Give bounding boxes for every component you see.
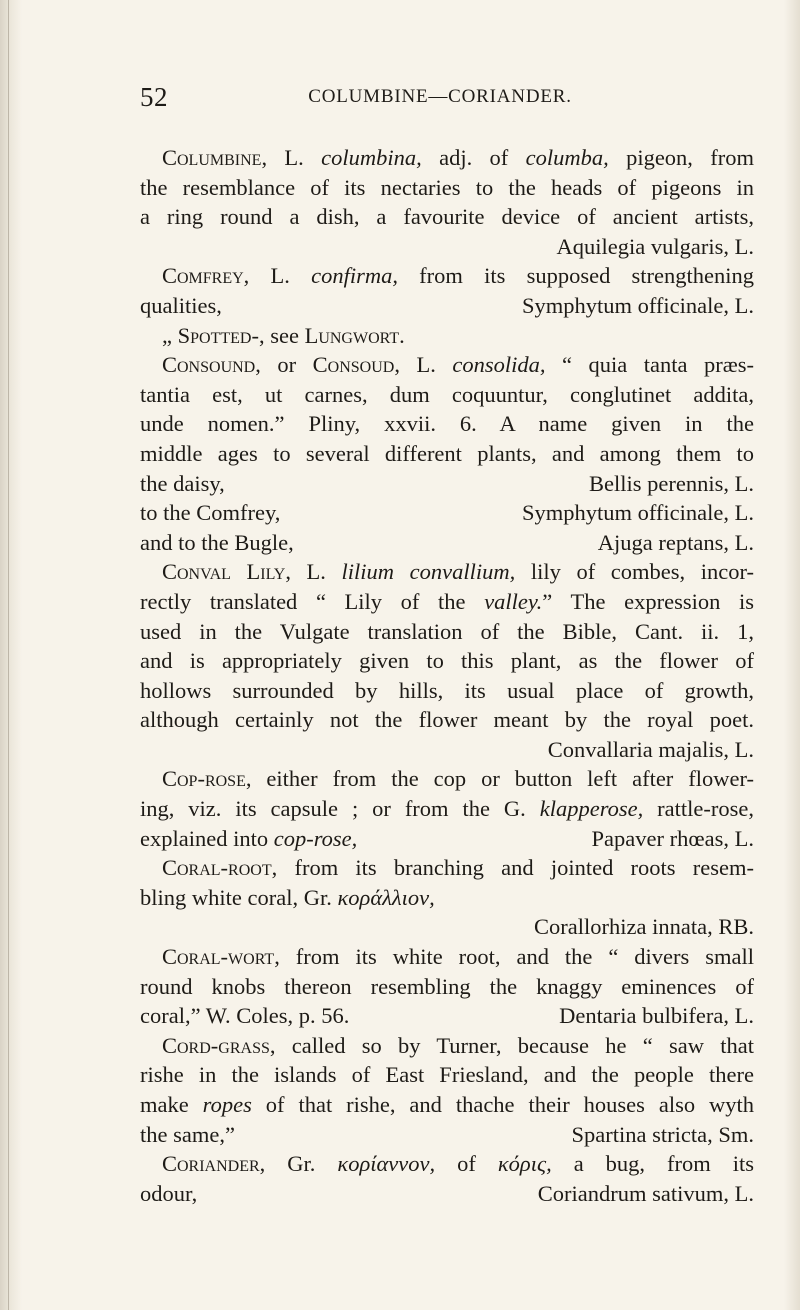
text-run: of [435,1151,498,1177]
text-run: hollows surrounded by hills, its usual place of growth, [140,677,754,703]
text-run [326,559,342,584]
text-run: and is appropriately given to this plant, as the flower of [140,648,754,674]
botanical-name [522,291,754,321]
text-run: a bug, from its [551,1151,755,1177]
italic-term: cop-rose, [273,825,358,851]
text-run: Coriandrum sativum, L. [537,1180,754,1206]
italic-term: consolida, [452,352,546,378]
text-line [140,143,754,173]
line-left [140,528,294,558]
text-run: rishe in the islands of East Friesland, and the people there [140,1062,754,1088]
text-line [140,764,754,794]
text-run: „ [162,322,178,348]
text-line [140,794,754,824]
line-left [140,498,280,528]
text-line [140,646,754,676]
text-run: explained into [140,825,274,851]
text-line [140,380,754,410]
text-line [140,498,754,528]
text-run: qualities, [140,292,222,318]
line-left [140,291,222,321]
text-line [140,705,754,735]
text-run: ing, viz. its capsule ; or from the G. [140,796,540,822]
text-run: the resemblance of its nectaries to the heads of pigeons in [140,174,754,200]
text-line [140,173,754,203]
text-run: called so by Turner, because he “ saw that [275,1032,754,1058]
text-run: round knobs thereon resembling the knaggy eminences of [140,973,754,999]
text-line [140,617,754,647]
text-run: coral,” W. Coles, p. 56. [140,1003,350,1029]
text-run: of that rishe, and thache their houses also wyth [251,1092,755,1117]
text-line [140,883,754,913]
italic-term: columbina, [321,145,422,170]
text-run: Symphytum officinale, L. [521,500,754,526]
text-line [140,587,754,617]
headword: Lungwort. [304,322,405,348]
text-line [140,202,754,232]
text-run: Corallorhiza innata, RB. [534,914,754,940]
text-run: Bellis perennis, L. [589,470,754,496]
line-left [140,469,225,499]
line-left [140,824,357,854]
headword: Consoud, L. [312,352,436,378]
text-run: although certainly not the flower meant by the royal poet. [140,707,754,733]
headword: Spotted-, [177,322,265,348]
headword: Consound, [162,352,261,378]
text-run: tantia est, ut carnes, dum coquuntur, conglutinet addita, [140,381,754,407]
botanical-name [538,1179,754,1209]
botanical-name [592,824,754,854]
italic-term: κοράλλιον, [337,884,435,910]
headword: Comfrey, L. [162,263,290,289]
text-run: middle ages to several different plants, and among them to [140,440,754,466]
text-run: either from the cop or button left after flower- [251,766,754,792]
text-run: adj. of [421,145,526,170]
botanical-name [559,1001,754,1031]
text-run: Gr. [265,1151,338,1177]
text-run: from its branching and jointed roots resem- [277,855,754,881]
page-header [140,82,700,112]
headword: Coral-root, [162,855,278,881]
text-line [140,1149,754,1179]
text-line [140,1120,754,1150]
book-gutter [0,0,22,1310]
line-left [140,1179,197,1209]
italic-term: κορίαννον, [337,1151,436,1177]
text-line [140,557,754,587]
text-line [140,1090,754,1120]
text-run: make [140,1092,203,1117]
text-line [140,409,754,439]
line-left [140,1120,235,1150]
text-run: Dentaria bulbifera, L. [559,1003,754,1029]
text-run: odour, [140,1180,198,1206]
italic-term: columba, [525,145,609,170]
botanical-name [572,1120,754,1150]
text-run: from its supposed strengthening [397,263,754,289]
botanical-name [522,498,754,528]
text-run: Papaver rhœas, L. [591,825,754,851]
text-run: Spartina stricta, Sm. [571,1121,754,1147]
headword: Conval Lily, L. [162,559,326,585]
headword: Coral-wort, [162,944,280,970]
headword: Cop-rose, [162,766,252,792]
text-run: or [260,352,313,378]
text-line [140,824,754,854]
text-run: Symphytum officinale, L. [521,292,754,318]
text-run [304,145,321,170]
text-line [140,735,754,765]
italic-term: klapperose, [539,796,644,822]
text-line [140,912,754,942]
text-run: rectly translated “ Lily of the [140,588,485,614]
botanical-name [598,528,754,558]
running-head: COLUMBINE—CORIANDER. [308,86,572,107]
text-line [140,942,754,972]
text-line [140,350,754,380]
text-run: the same,” [140,1121,235,1147]
text-run: and to the Bugle, [140,529,294,555]
text-run: unde nomen.” Pliny, xxvii. 6. A name given in the [140,411,754,437]
text-line [140,853,754,883]
text-line [140,972,754,1002]
italic-term: ropes [202,1092,252,1117]
botanical-name [589,469,754,499]
text-run: “ quia tanta præs- [545,352,754,378]
text-line [140,1179,754,1209]
italic-term: confirma, [311,263,398,289]
text-line [140,1001,754,1031]
text-run: the daisy, [140,470,225,496]
text-line [140,291,754,321]
text-line [140,261,754,291]
text-run: a ring round a dish, a favourite device of ancient artists, [140,204,754,230]
text-run: from its white root, and the “ divers small [279,944,754,970]
text-run: Ajuga reptans, L. [597,529,754,555]
text-run: ” The expression is [542,588,754,614]
text-run: rattle-rose, [643,796,754,822]
text-line [140,321,754,351]
text-run: used in the Vulgate translation of the Bible, Cant. ii. 1, [140,618,754,644]
text-run [290,263,311,288]
text-line [140,1031,754,1061]
text-line [140,528,754,558]
text-run: lily of combes, incor- [515,559,755,585]
page-number: 52 [140,82,168,112]
text-run [436,352,453,377]
headword: Cord-grass, [162,1032,276,1058]
line-left [140,1001,349,1031]
headword: Coriander, [162,1151,266,1177]
text-run: to the Comfrey, [140,500,281,526]
dictionary-text [140,143,754,1208]
italic-term: lilium convallium, [341,559,516,585]
text-run: Convallaria majalis, L. [547,736,754,762]
text-run: see [264,322,305,348]
text-line [140,439,754,469]
headword: Columbine, L. [162,145,304,170]
text-run: bling white coral, Gr. [140,884,338,910]
page-edge [784,0,800,1310]
text-line [140,232,754,262]
text-line [140,469,754,499]
text-line [140,1060,754,1090]
italic-term: κόρις, [497,1151,552,1177]
text-line [140,676,754,706]
text-run: Aquilegia vulgaris, L. [556,233,754,259]
italic-term: valley. [484,588,543,614]
text-run: pigeon, from [608,145,754,170]
